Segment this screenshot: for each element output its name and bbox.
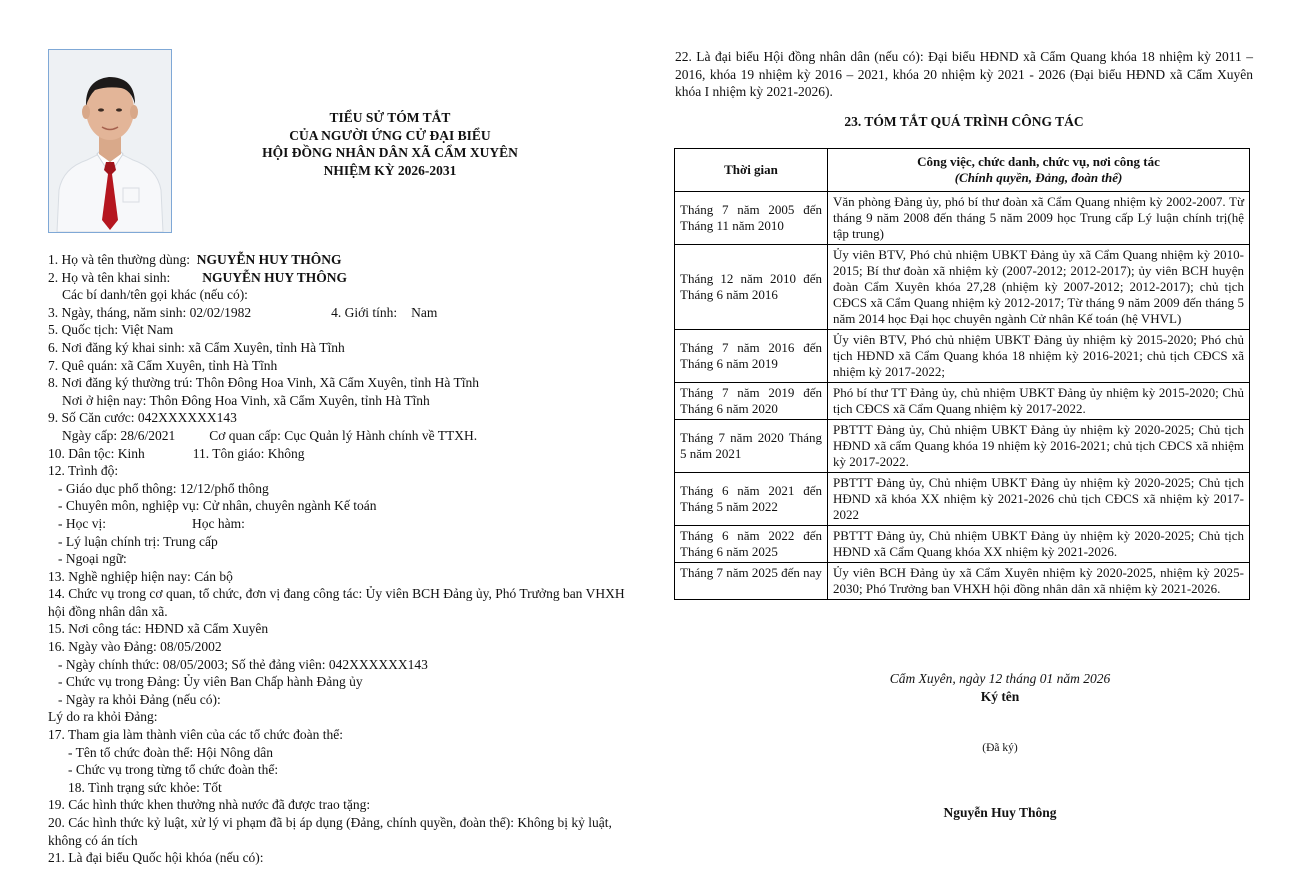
table-row [675,245,1250,330]
table-row [675,526,1250,563]
field-common-name: 1. Họ và tên thường dùng: NGUYỄN HUY THÔNG [48,252,342,267]
table-row [675,192,1250,245]
field-council-delegate: 22. Là đại biểu Hội đồng nhân dân (nếu có): Đại biểu HĐND xã Cẩm Quang khóa 18 nhiệm kỳ 2011 – 2016, khóa 19 nhiệm kỳ 2016 – 2021, khóa 20 nhiệm kỳ 2021 - 2026 (Đại biểu HĐND xã Cẩm Xuyên khóa I nhiệm kỳ 2021-2026). [675,49,1253,99]
common-name-value: NGUYỄN HUY THÔNG [196,252,342,267]
id-issue-agency: Cơ quan cấp: Cục Quản lý Hành chính về TTXH. [209,427,478,443]
field-nationality: 5. Quốc tịch: Việt Nam [48,322,174,338]
table-header-row [675,149,1250,192]
work-history-title: 23. TÓM TẮT QUÁ TRÌNH CÔNG TÁC [844,114,1084,129]
field-party-position: - Chức vụ trong Đảng: Ủy viên Ban Chấp hành Đảng ủy [58,674,363,690]
field-education: 12. Trình độ: [48,463,119,479]
signature-place-date: Cẩm Xuyên, ngày 12 tháng 01 năm 2026 [889,671,1111,686]
field-party-leave-date: - Ngày ra khỏi Đảng (nếu có): [58,691,221,707]
field-organization-name: - Tên tổ chức đoàn thể: Hội Nông dân [68,744,274,760]
field-hometown: 7. Quê quán: xã Cẩm Xuyên, tỉnh Hà Tĩnh [48,357,278,373]
ethnicity: 10. Dân tộc: Kinh [48,445,145,461]
row-time: Tháng 6 năm 2021 đến Tháng 5 năm 2022 [675,473,828,526]
col-time-header: Thời gian [675,149,828,192]
field-general-education: - Giáo dục phổ thông: 12/12/phổ thông [58,480,269,496]
field-health: 18. Tình trạng sức khỏe: Tốt [68,779,222,795]
row-time: Tháng 7 năm 2019 đến Tháng 6 năm 2020 [675,383,828,420]
row-time: Tháng 7 năm 2005 đến Tháng 11 năm 2010 [675,192,828,245]
field-occupation: 13. Nghề nghiệp hiện nay: Cán bộ [48,568,233,584]
signature-status: (Đã ký) [982,742,1018,754]
field-residence: 8. Nơi đăng ký thường trú: Thôn Đông Hoa Vinh, Xã Cẩm Xuyên, tỉnh Hà Tĩnh [48,375,479,391]
table-row [675,383,1250,420]
field-current-address: Nơi ở hiện nay: Thôn Đông Hoa Vinh, xã Cẩm Xuyên, tỉnh Hà Tĩnh [62,392,430,408]
field-id-issue [48,427,628,445]
signature-label: Ký tên [980,689,1020,704]
field-dob-gender: 3. Ngày, tháng, năm sinh: 02/02/1982 4. Giới tính: Nam [48,304,438,320]
gender: Nam [411,304,438,320]
personal-info [48,251,628,867]
title-line-1: TIỂU SỬ TÓM TẮT [329,110,451,125]
table-row [675,330,1250,383]
field-birth-name: 2. Họ và tên khai sinh: NGUYỄN HUY THÔNG [48,269,347,285]
field-id-number: 9. Số Căn cước: 042XXXXXX143 [48,410,237,426]
field-aliases: Các bí danh/tên gọi khác (nếu có): [62,287,248,303]
row-desc: PBTTT Đảng ủy, Chủ nhiệm UBKT Đảng ủy nhiệm kỳ 2020-2025; Chủ tịch HĐND xã Cẩm Quang khóa XX nhiệm kỳ 2021-2026. [828,526,1250,563]
field-position: 14. Chức vụ trong cơ quan, tổ chức, đơn vị đang công tác: Ủy viên BCH Đảng ủy, Phó Trưởng ban VHXH hội đồng nhân dân xã. [48,586,625,619]
row-desc: Văn phòng Đảng ủy, phó bí thư đoàn xã Cẩm Quang nhiệm kỳ 2002-2007. Từ tháng 9 năm 2008 đến tháng 5 năm 2009 học Trung cấp Lý luận chính trị(hệ tập trung) [828,192,1250,245]
field-party-official: - Ngày chính thức: 08/05/2003; Số thẻ đảng viên: 042XXXXXX143 [58,656,428,672]
row-desc: Ủy viên BCH Đảng ủy xã Cẩm Xuyên nhiệm kỳ 2020-2025, nhiệm kỳ 2025-2030; Phó Trưởng ban VHXH hội đồng nhân dân xã nhiệm kỳ 2021-2026. [828,563,1250,600]
religion: 11. Tôn giáo: Không [192,445,305,461]
field-birth-place: 6. Nơi đăng ký khai sinh: xã Cẩm Xuyên, tỉnh Hà Tĩnh [48,339,345,355]
row-desc: Phó bí thư TT Đảng ủy, chủ nhiệm UBKT Đảng ủy nhiệm kỳ 2015-2020; Chủ tịch CĐCS xã Cẩm Quang nhiệm kỳ 2017-2022. [828,383,1250,420]
field-organizations: 17. Tham gia làm thành viên của các tổ chức đoàn thể: [48,727,343,743]
field-organization-role: - Chức vụ trong từng tổ chức đoàn thể: [68,762,279,778]
candidate-photo [48,49,172,233]
work-history-table [674,148,1250,600]
row-time: Tháng 7 năm 2020 Tháng 5 năm 2021 [675,420,828,473]
table-row [675,420,1250,473]
title-line-2: CỦA NGƯỜI ỨNG CỬ ĐẠI BIỂU [289,127,491,143]
id-issue-date: Ngày cấp: 28/6/2021 [62,427,176,443]
field-degree: - Học vị: Học hàm: [58,515,245,531]
field-discipline: 20. Các hình thức kỷ luật, xử lý vi phạm đã bị áp dụng (Đảng, chính quyền, đoàn thể): Không bị kỷ luật, không có án tích [48,815,612,848]
col-desc-header: Công việc, chức danh, chức vụ, nơi công tác (Chính quyền, Đảng, đoàn thể) [828,149,1250,192]
field-languages: - Ngoại ngữ: [58,551,127,567]
row-time: Tháng 7 năm 2016 đến Tháng 6 năm 2019 [675,330,828,383]
field-party-leave-reason: Lý do ra khỏi Đảng: [48,709,158,725]
table-row [675,473,1250,526]
row-desc: PBTTT Đảng ủy, Chủ nhiệm UBKT Đảng ủy nhiệm kỳ 2020-2025; Chủ tịch HĐND xã cẩm Quang khóa 19 nhiệm kỳ 2016-2021; chủ tịch CĐCS xã nhiệm kỳ 2017-2022. [828,420,1250,473]
table-row [675,563,1250,600]
title-line-4: NHIỆM KỲ 2026-2031 [323,162,457,178]
row-time: Tháng 6 năm 2022 đến Tháng 6 năm 2025 [675,526,828,563]
field-ethnicity-religion [48,445,628,463]
field-profession: - Chuyên môn, nghiệp vụ: Cử nhân, chuyên ngành Kế toán [58,498,377,514]
field-national-assembly: 21. Là đại biểu Quốc hội khóa (nếu có): [48,850,264,866]
row-desc: Ủy viên BTV, Phó chủ nhiệm UBKT Đảng ủy xã Cẩm Quang nhiệm kỳ 2010-2015; Bí thư đoàn xã nhiệm kỳ (2007-2012; 2012-2017); ủy viên BCH huyện đoàn Cẩm Xuyên khóa 27,28 (nhiệm kỳ 2007-2012; 2012-2017); chủ tịch CĐCS xã Cẩm Quang nhiệm kỳ 2012-2017; Từ tháng 9 năm 2009 đến tháng 5 năm 2014 học Đại học chuyên ngành Cử nhân Kế toán (hệ VHVL) [828,245,1250,330]
field-party-join-date: 16. Ngày vào Đảng: 08/05/2002 [48,639,222,655]
row-desc: Ủy viên BTV, Phó chủ nhiệm UBKT Đảng ủy nhiệm kỳ 2015-2020; Phó chủ tịch HĐND xã Cẩm Quang khóa 18 nhiệm kỳ 2016-2021; chủ tịch CĐCS xã nhiệm kỳ 2017-2022; [828,330,1250,383]
dob: 3. Ngày, tháng, năm sinh: 02/02/1982 [48,304,252,320]
field-awards: 19. Các hình thức khen thưởng nhà nước đã được trao tặng: [48,797,371,813]
field-political-theory: - Lý luận chính trị: Trung cấp [58,533,218,549]
birth-name-value: NGUYỄN HUY THÔNG [202,269,347,285]
row-time: Tháng 12 năm 2010 đến Tháng 6 năm 2016 [675,245,828,330]
signer-name: Nguyễn Huy Thông [943,805,1057,820]
title-line-3: HỘI ĐỒNG NHÂN DÂN XÃ CẨM XUYÊN [262,145,518,160]
row-time: Tháng 7 năm 2025 đến nay [675,563,828,600]
document-title-block [200,109,580,179]
row-desc: PBTTT Đảng ủy, Chủ nhiệm UBKT Đảng ủy nhiệm kỳ 2020-2025; Chủ tịch HĐND xã khóa XX nhiệm kỳ 2021-2026 chủ tịch CĐCS xã nhiệm kỳ 2017-2022 [828,473,1250,526]
field-workplace: 15. Nơi công tác: HĐND xã Cẩm Xuyên [48,621,269,637]
